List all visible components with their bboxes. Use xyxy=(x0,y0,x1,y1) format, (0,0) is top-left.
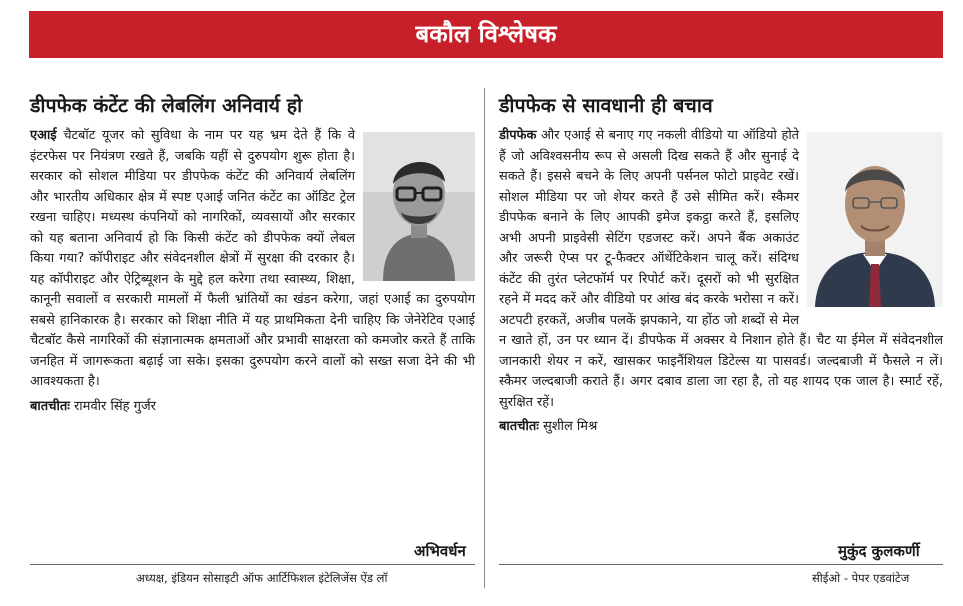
right-interview-credit xyxy=(499,416,943,437)
left-author-name: अभिवर्धन xyxy=(414,542,466,560)
left-body-text: चैटबॉट यूजर को सुविधा के नाम पर यह भ्रम देते हैं कि वे इंटरफेस पर नियंत्रण रखते हैं, जबकि यहीं से दुरुपयोग शुरू होता है। सरकार को सोशल मीडिया पर डीपफेक कंटेंट की अनिवार्य लेबलिंग और भारतीय अधिकार क्षेत्र में स्पष्ट एआई जनित कंटेंट का ऑडिट ट्रेल रखना चाहिए। मध्यस्थ कंपनियों को नागरिकों, व्यवसायों और सरकार को यह बताना अनिवार्य हो कि किसी कंटेंट को डीपफेक क्यों लेबल किया गया? कॉपीराइट और संवेदनशील क्षेत्रों में सुरक्षा की दरकार है। यह कॉपीराइट और ऐट्रिब्यूशन के मुद्दे हल करेगा तथा स्वास्थ्य, शिक्षा, कानूनी सवालों व सरकारी मामलों में फैली भ्रांतियों का खंडन करेगा, जहां एआई का दुरुपयोग सबसे हानिकारक है। सरकार को शिक्षा नीति में यह प्राथमिकता देनी चाहिए कि जेनेरेटिव एआई चैटबॉट कैसे नागरिकों की संज्ञानात्मक क्षमताओं और प्रभावी साक्षरता को कमजोर करते हैं ताकि जनहित में जागरूकता बढ़ाई जा सके। इसका दुरुपयोग करने वालों को सख्त सजा देने की भी आवश्यकता है। xyxy=(30,128,475,389)
right-author-photo xyxy=(807,132,943,307)
right-credit-name: सुशील मिश्र xyxy=(538,419,598,434)
left-credit-name: रामवीर सिंह गुर्जर xyxy=(69,398,156,414)
section-banner xyxy=(29,11,943,58)
left-author-photo xyxy=(363,132,475,281)
left-interview-credit xyxy=(30,396,475,417)
column-divider xyxy=(484,88,485,588)
banner-title: बकौल विश्लेषक xyxy=(415,20,557,48)
right-lead-word: डीपफेक xyxy=(499,128,537,143)
right-headline: डीपफेक से सावधानी ही बचाव xyxy=(499,94,713,117)
right-credit-label: बातचीतः xyxy=(499,419,539,434)
right-author-role: सीईओ - पेपर एडवांटेज xyxy=(812,571,910,585)
right-signature-rule xyxy=(499,564,943,565)
left-signature-rule xyxy=(30,564,475,565)
left-article xyxy=(30,92,475,417)
left-headline: डीपफेक कंटेंट की लेबलिंग अनिवार्य हो xyxy=(30,94,303,117)
left-author-role: अध्यक्ष, इंडियन सोसाइटी ऑफ आर्टिफिशल इंटेलिजेंस ऐंड लॉ xyxy=(136,571,388,585)
left-lead-word: एआई xyxy=(30,128,57,143)
left-credit-label: बातचीतः xyxy=(30,398,70,414)
right-author-name: मुकुंद कुलकर्णी xyxy=(838,542,920,560)
right-body-text: और एआई से बनाए गए नकली वीडियो या ऑडियो होते हैं जो अविश्वसनीय रूप से असली दिख सकते हैं और सुनाई दे सकते हैं। इससे बचने के लिए अपनी पर्सनल फोटो प्राइवेट रखें। सोशल मीडिया पर जो शेयर करते हैं उसे सीमित करें। स्कैमर डीपफेक बनाने के लिए आपकी इमेज इकट्ठा करते हैं, इसलिए अभी अपनी प्राइवेसी सेटिंग एडजस्ट करें। अपने बैंक अकाउंट और जरूरी ऐप्स पर टू-फैक्टर ऑथेंटिकेशन चालू करें। संदिग्ध कंटेंट की तुरंत प्लेटफॉर्म पर रिपोर्ट करें। दूसरों को भी सुरक्षित रहने में मदद करें और वीडियो पर आंख बंद करके भरोसा न करें। अटपटी हरकतें, अजीब पलकें झपकाने, या होंठ जो शब्दों से मेल न खाते हों, उन पर ध्यान दें। डीपफेक में अक्सर ये निशान होते हैं। चैट या ईमेल में संवेदनशील जानकारी शेयर न करें, खासकर फाइनैंशियल डिटेल्स या पासवर्ड। जल्दबाजी में फैसले न लें। स्कैमर जल्दबाजी कराते हैं। अगर दबाव डाला जा रहा है, तो यह शायद एक जाल है। स्मार्ट रहें, सुरक्षित रहें। xyxy=(499,128,943,410)
right-article xyxy=(499,92,943,437)
